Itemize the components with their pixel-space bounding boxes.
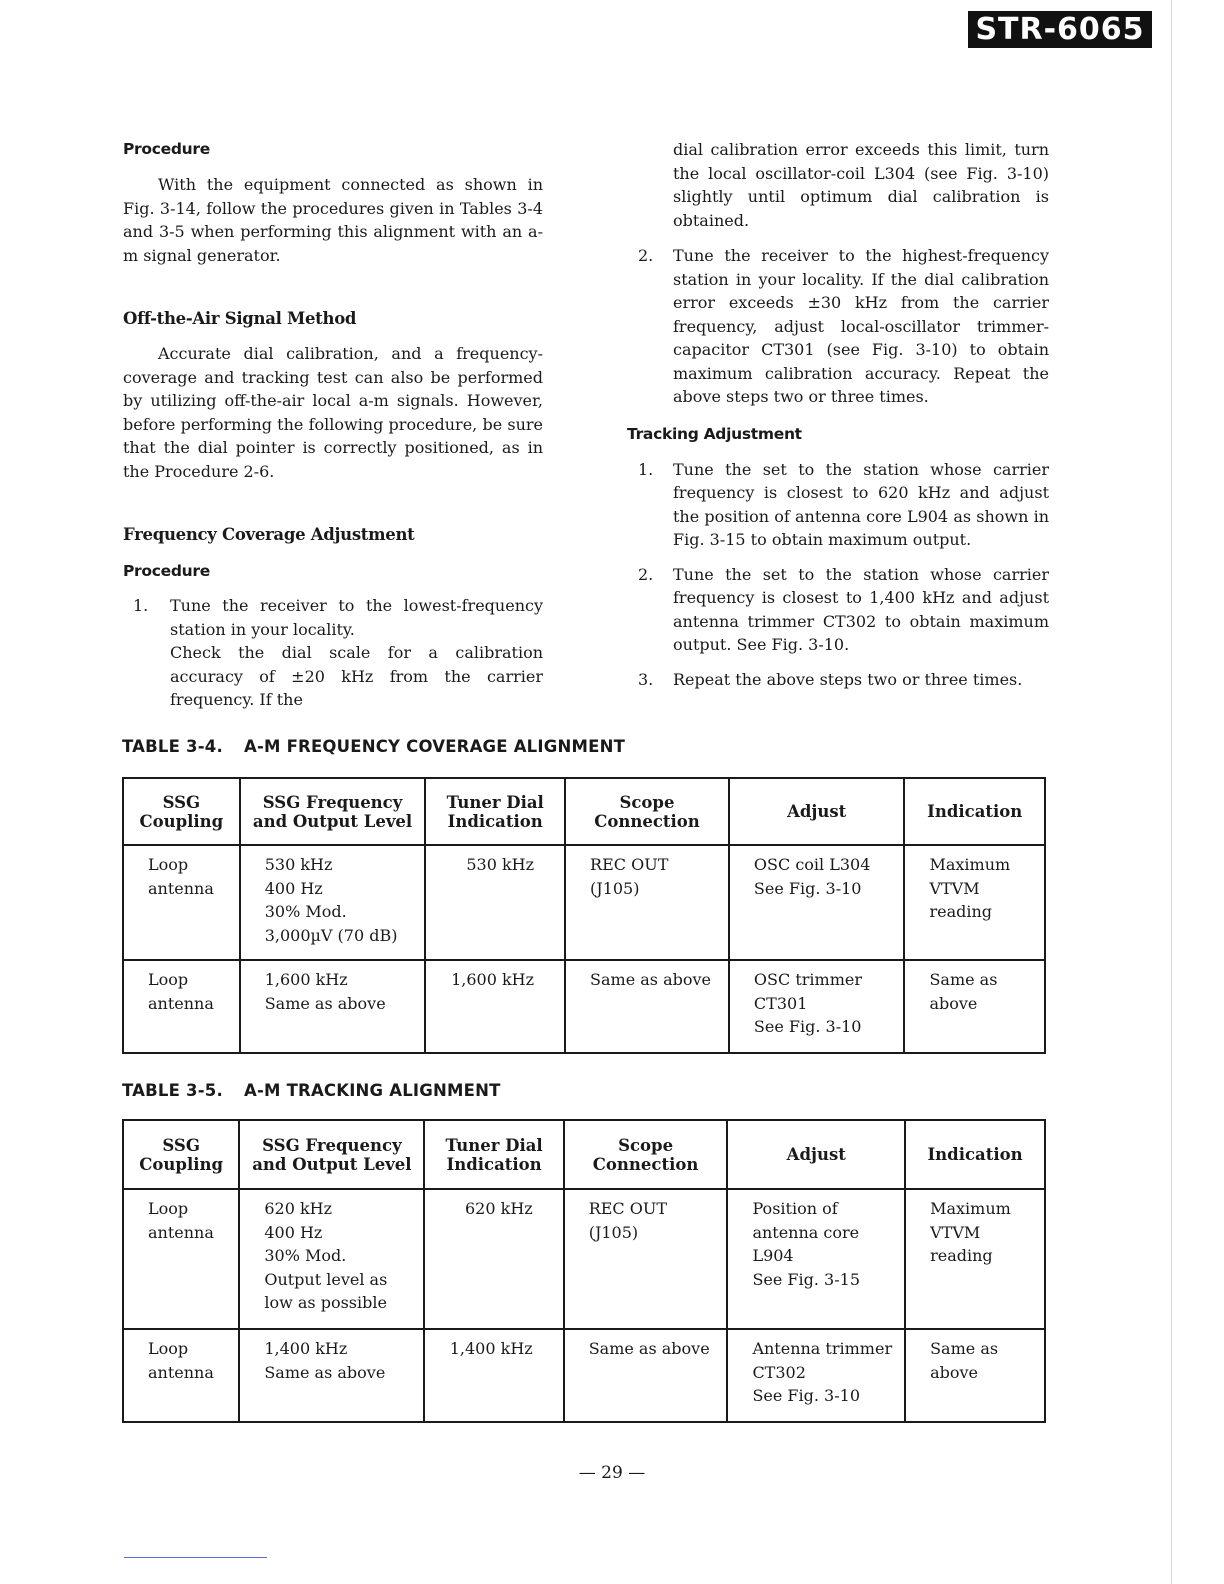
indication-cell — [905, 1189, 1045, 1329]
page-number: — 29 — — [578, 1463, 646, 1483]
coverage-step-1-continued — [627, 138, 1049, 232]
step-number: 2. — [638, 564, 654, 584]
ssg-coupling-cell — [123, 960, 240, 1053]
coverage-step-2 — [627, 244, 1049, 409]
cell-line: CT301 — [753, 993, 808, 1013]
tracking-step-1 — [627, 458, 1049, 552]
step-number: 1. — [133, 596, 149, 615]
table-row — [123, 1329, 1045, 1422]
cell-line: REC OUT — [590, 855, 669, 874]
step-text: Tune the receiver to the lowest-frequency station in your locality. — [170, 596, 543, 639]
scope-connection-cell — [565, 960, 729, 1053]
coverage-step-1 — [123, 594, 543, 712]
cell-line: antenna — [148, 878, 214, 898]
cell-line: 400 Hz — [264, 1222, 323, 1242]
tracking-step-3 — [627, 668, 1049, 692]
cell-line: Maximum — [930, 1199, 1011, 1218]
cell-line: Same as above — [264, 993, 386, 1013]
cell-line: 1,400 kHz — [264, 1339, 348, 1358]
tuner-dial-cell — [425, 845, 565, 960]
col-ssg-coupling: SSG Coupling — [123, 778, 240, 845]
step-text: Tune the set to the station whose carrier frequency is closest to 620 kHz and adjust the position of antenna core L904 as shown in Fig. 3-15 to obtain maximum output. — [673, 459, 1049, 549]
cell-line: Antenna trimmer — [752, 1339, 893, 1358]
coverage-alignment-table — [122, 777, 1046, 1054]
tuner-dial-cell — [424, 1189, 563, 1329]
cell-line: Loop — [148, 1339, 189, 1358]
table2-number: TABLE 3-5. — [122, 1081, 223, 1100]
cell-line: 620 kHz — [264, 1199, 333, 1218]
cell-line: Same as above — [264, 1362, 386, 1382]
cell-line: 530 kHz — [466, 855, 535, 874]
indication-cell — [904, 960, 1045, 1053]
cell-line: Loop — [148, 970, 189, 989]
cell-line: above — [929, 993, 978, 1013]
col-adjust: Adjust — [729, 778, 905, 845]
ssg-coupling-cell — [123, 1189, 239, 1329]
table2-title — [122, 1081, 501, 1100]
cell-line: Maximum — [929, 855, 1011, 874]
cell-line: (J105) — [588, 1222, 639, 1242]
cell-line: Same as above — [588, 1339, 710, 1358]
procedure2-heading: Procedure — [123, 562, 210, 580]
cell-line: antenna — [148, 993, 214, 1013]
scope-connection-cell — [565, 845, 729, 960]
cell-line: Same as — [930, 1339, 999, 1358]
ssg-coupling-cell — [123, 1329, 239, 1422]
table1-caption: A-M FREQUENCY COVERAGE ALIGNMENT — [244, 737, 626, 756]
cell-line: 530 kHz — [264, 855, 333, 874]
tracking-alignment-table — [122, 1119, 1046, 1423]
col-adjust: Adjust — [727, 1120, 905, 1189]
procedure-heading: Procedure — [123, 140, 210, 158]
ssg-frequency-cell — [240, 960, 426, 1053]
step-text: Repeat the above steps two or three times. — [673, 669, 1023, 689]
cell-line: L904 — [752, 1246, 794, 1265]
table-row — [123, 845, 1045, 960]
table1-number: TABLE 3-4. — [122, 737, 223, 756]
scan-edge-line — [1171, 0, 1172, 1584]
step-number: 3. — [638, 669, 654, 689]
adjust-cell — [727, 1189, 905, 1329]
tuner-dial-cell — [425, 960, 565, 1053]
col-ssg-coupling: SSG Coupling — [123, 1120, 239, 1189]
cell-line: Same as above — [590, 970, 712, 989]
cell-line: Same as — [929, 970, 998, 989]
cell-line: See Fig. 3-10 — [753, 1017, 862, 1036]
right-column — [627, 138, 1049, 691]
table-header-row — [123, 778, 1045, 845]
procedure-paragraph: With the equipment connected as shown in Fig. 3-14, follow the procedures given in Tables 3-4 and 3-5 when performing this alignment with an a-m signal generator. — [123, 175, 543, 265]
cell-line: antenna core — [752, 1222, 860, 1242]
col-indication: Indication — [905, 1120, 1045, 1189]
col-scope-connection: Scope Connection — [564, 1120, 728, 1189]
coverage-heading: Frequency Coverage Adjustment — [123, 525, 415, 544]
cell-line: See Fig. 3-10 — [753, 878, 862, 898]
col-scope-connection: Scope Connection — [565, 778, 729, 845]
cell-line: antenna — [148, 1222, 214, 1242]
adjust-cell — [729, 960, 905, 1053]
cell-line: 1,600 kHz — [264, 970, 348, 989]
col-ssg-frequency: SSG Frequency and Output Level — [240, 778, 426, 845]
adjust-cell — [729, 845, 905, 960]
ssg-coupling-cell — [123, 845, 240, 960]
cell-line: OSC trimmer — [753, 970, 862, 989]
cell-line: above — [930, 1362, 979, 1382]
step-text-continued: Check the dial scale for a calibration accuracy of ±20 kHz from the carrier frequency. If the — [170, 643, 543, 709]
cell-line: reading — [930, 1246, 993, 1265]
cell-line: VTVM — [929, 878, 980, 898]
cell-line: 400 Hz — [264, 878, 323, 898]
cell-line: 3,000µV (70 dB) — [264, 925, 398, 945]
cell-line: See Fig. 3-15 — [752, 1269, 860, 1289]
step-text: Tune the receiver to the highest-frequency station in your locality. If the dial calibration error exceeds ±30 kHz from the carrier frequency, adjust local-oscillator trimmer-capacitor CT301 (see Fig. 3-10) to obtain maximum calibration accuracy. Repeat the above steps two or three times. — [673, 246, 1049, 406]
offair-paragraph: Accurate dial calibration, and a frequency-coverage and tracking test can also be performed by utilizing off-the-air local a-m signals. However, before performing the following procedure, be sure that the dial pointer is correctly positioned, as in the Procedure 2-6. — [123, 344, 543, 481]
ssg-frequency-cell — [240, 845, 426, 960]
cell-line: REC OUT — [588, 1199, 668, 1218]
step-number: 2. — [638, 246, 654, 265]
cell-line: (J105) — [590, 878, 640, 898]
footer-rule — [124, 1557, 267, 1558]
adjust-cell — [727, 1329, 905, 1422]
table2-caption: A-M TRACKING ALIGNMENT — [244, 1081, 501, 1100]
offair-heading: Off-the-Air Signal Method — [123, 309, 357, 328]
col-ssg-frequency: SSG Frequency and Output Level — [239, 1120, 424, 1189]
cell-line: OSC coil L304 — [753, 855, 871, 874]
cell-line: 620 kHz — [465, 1199, 533, 1218]
left-column — [123, 138, 543, 712]
cell-line: antenna — [148, 1362, 214, 1382]
cell-line: Output level as — [264, 1269, 388, 1289]
cell-line: CT302 — [752, 1362, 806, 1382]
cell-line: Loop — [148, 855, 189, 874]
tracking-step-2 — [627, 563, 1049, 657]
tracking-heading: Tracking Adjustment — [627, 424, 802, 443]
table-row — [123, 960, 1045, 1053]
cell-line: 1,400 kHz — [449, 1339, 533, 1358]
cell-line: VTVM — [930, 1222, 981, 1242]
cell-line: 30% Mod. — [264, 902, 347, 921]
cell-line: Loop — [148, 1199, 189, 1218]
col-indication: Indication — [904, 778, 1045, 845]
cell-line: 30% Mod. — [264, 1246, 347, 1265]
cell-line: 1,600 kHz — [451, 970, 535, 989]
indication-cell — [905, 1329, 1045, 1422]
col-tuner-dial: Tuner Dial Indication — [424, 1120, 563, 1189]
step-text: Tune the set to the station whose carrier frequency is closest to 1,400 kHz and adjust antenna trimmer CT302 to obtain maximum output. See Fig. 3-10. — [673, 564, 1049, 654]
cell-line: See Fig. 3-10 — [752, 1386, 860, 1405]
table1-title — [122, 737, 625, 756]
ssg-frequency-cell — [239, 1329, 424, 1422]
scope-connection-cell — [564, 1329, 728, 1422]
col-tuner-dial: Tuner Dial Indication — [425, 778, 565, 845]
cell-line: low as possible — [264, 1293, 387, 1312]
step-number: 1. — [638, 459, 654, 479]
cell-line: reading — [929, 902, 993, 921]
table-header-row — [123, 1120, 1045, 1189]
model-badge: STR-6065 — [968, 11, 1152, 48]
table-row — [123, 1189, 1045, 1329]
scope-connection-cell — [564, 1189, 728, 1329]
indication-cell — [904, 845, 1045, 960]
tuner-dial-cell — [424, 1329, 563, 1422]
ssg-frequency-cell — [239, 1189, 424, 1329]
step-text: dial calibration error exceeds this limit, turn the local oscillator-coil L304 (see Fig. 3-10) slightly until optimum dial calibration is obtained. — [673, 140, 1049, 230]
cell-line: Position of — [752, 1199, 838, 1218]
